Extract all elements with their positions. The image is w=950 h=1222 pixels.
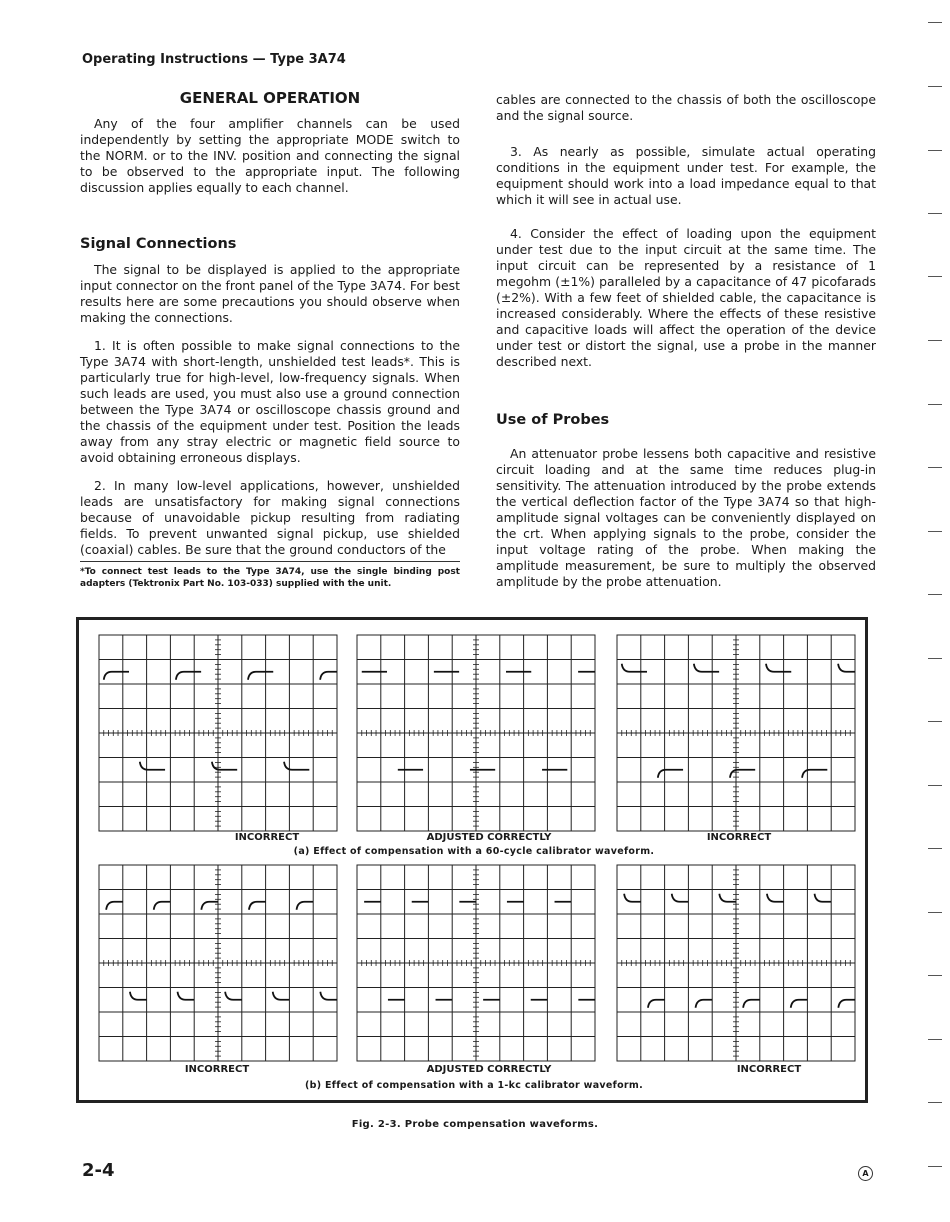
edge-tick [928,1166,942,1167]
label-b-incorrect-right: INCORRECT [736,1064,802,1075]
page-number: 2-4 [82,1160,115,1181]
edge-tick [928,150,942,151]
waveform-trace [106,902,337,1000]
item-4-text: 4. Consider the effect of loading upon the equipment under test due to the input circuit at the same time. The input circuit can be represented by a resistance of 1 megohm (±1%) paralleled by a capacitance of 47 picofarads (±2%). With a few feet of shielded cable, the capacitance is increased considerably. Where the effects of these resistive and capacitive loads will affect the operation of the device under test or distort the signal, use a probe in the manner described next. [496,226,876,369]
footnote-rule [80,561,460,562]
label-b-adjusted: ADJUSTED CORRECTLY [426,1064,552,1075]
item-2-continued-text: cables are connected to the chassis of both the oscilloscope and the signal source. [496,92,876,123]
edge-tick [928,340,942,341]
waveform-trace [364,902,595,1000]
edge-tick [928,213,942,214]
scope-graticules [79,620,865,1100]
figure-caption: Fig. 2-3. Probe compensation waveforms. [351,1119,599,1130]
edge-tick [928,721,942,722]
left-column [80,90,460,558]
edge-tick [928,975,942,976]
edge-tick [928,1039,942,1040]
revision-mark: A [858,1166,873,1181]
figure-frame [76,617,868,1103]
edge-tick [928,912,942,913]
use-of-probes-heading: Use of Probes [496,412,610,428]
waveform-trace [622,664,855,778]
general-operation-heading: GENERAL OPERATION [179,89,361,107]
waveform-trace [362,672,595,770]
label-b-incorrect-left: INCORRECT [184,1064,250,1075]
item-2-text: 2. In many low-level applications, however, unshielded leads are unsatisfactory for making signal connections because of unavoidable pickup resulting from radiating fields. To prevent unwanted signal pickup, use shielded (coaxial) cables. Be sure that the ground conductors of the [80,478,460,557]
general-operation-text: Any of the four amplifier channels can be used independently by setting the appropriate MODE switch to the NORM. or to the INV. position and connecting the signal to be observed to the appropriate input. The following discussion applies equally to each channel. [80,116,460,195]
edge-tick [928,1102,942,1103]
edge-tick [928,276,942,277]
edge-tick [928,848,942,849]
edge-tick [928,531,942,532]
footnote: *To connect test leads to the Type 3A74, use the single binding post adapters (Tektronix Part No. 103-033) supplied with the unit. [80,567,460,589]
caption-a: (a) Effect of compensation with a 60-cycle calibrator waveform. [293,846,655,857]
label-a-incorrect-left: INCORRECT [234,832,300,843]
running-header: Operating Instructions — Type 3A74 [82,52,346,67]
edge-tick [928,467,942,468]
item-3-text: 3. As nearly as possible, simulate actual operating conditions in the equipment under test. For example, the equipment should work into a load impedance equal to that which it will see in actual use. [496,144,876,207]
waveform-trace [104,672,337,770]
label-a-incorrect-right: INCORRECT [706,832,772,843]
edge-tick [928,22,942,23]
signal-connections-text: The signal to be displayed is applied to the appropriate input connector on the front panel of the Type 3A74. For best results here are some precautions you should observe when making the connections. [80,262,460,325]
item-1-text: 1. It is often possible to make signal connections to the Type 3A74 with short-length, unshielded test leads*. This is particularly true for high-level, low-frequency signals. When such leads are used, you must also use a ground connection between the Type 3A74 or oscilloscope chassis ground and the chassis of the equipment under test. Position the leads away from any stray electric or magnetic field source to avoid obtaining erroneous displays. [80,338,460,465]
caption-b: (b) Effect of compensation with a 1-kc calibrator waveform. [304,1080,644,1091]
right-column [496,92,876,602]
waveform-trace [624,894,855,1008]
signal-connections-heading: Signal Connections [80,236,237,252]
edge-tick [928,658,942,659]
edge-tick [928,785,942,786]
label-a-adjusted: ADJUSTED CORRECTLY [426,832,552,843]
edge-tick [928,404,942,405]
edge-tick [928,594,942,595]
use-of-probes-text: An attenuator probe lessens both capacitive and resistive circuit loading and at the same time reduces plug-in sensitivity. The attenuation introduced by the probe extends the vertical deflection factor of the Type 3A74 so that high-amplitude signal voltages can be conveniently displayed on the crt. When applying signals to the probe, consider the input voltage rating of the probe. When making the amplitude measurement, be sure to multiply the observed amplitude by the probe attenuation. [496,446,876,589]
edge-tick [928,86,942,87]
